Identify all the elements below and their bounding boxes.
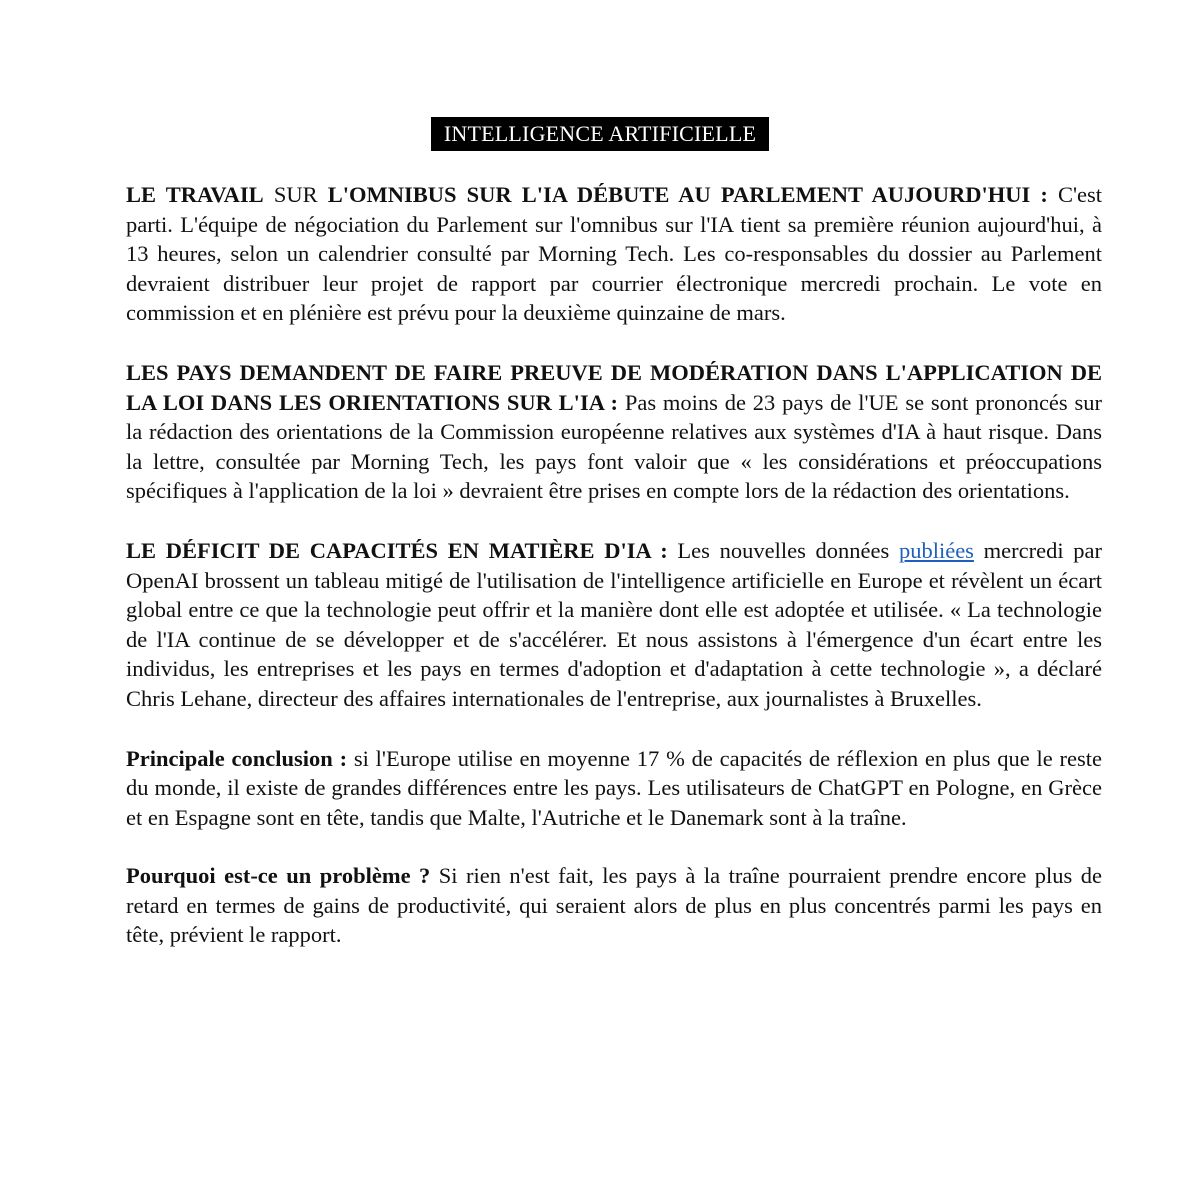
section-tag: INTELLIGENCE ARTIFICIELLE bbox=[431, 117, 769, 151]
paragraph-text: si l'Europe utilise en moyenne 17 % de capacités de réflexion en plus que le reste du monde, il existe de grandes différences entre les pays. Les utilisateurs de ChatGPT en Pologne, en Grèce et en Espagne sont en tête, tandis que Malte, l'Autriche et le Danemark sont à la traîne. bbox=[126, 745, 1102, 830]
paragraph-capacity-gap bbox=[126, 536, 1102, 714]
paragraph-text: C'est parti. L'équipe de négociation du Parlement sur l'omnibus sur l'IA tient sa première réunion aujourd'hui, à 13 heures, selon un calendrier consulté par Morning Tech. Les co-responsables du dossier au Parlement devraient distribuer leur projet de rapport par courrier électronique mercredi prochain. Le vote en commission et en plénière est prévu pour la deuxième quinzaine de mars. bbox=[126, 182, 1103, 326]
paragraph-why-problem bbox=[126, 861, 1102, 950]
paragraph-text: mercredi par OpenAI brossent un tableau mitigé de l'utilisation de l'intelligence artificielle en Europe et révèlent un écart global entre ce que la technologie peut offrir et la manière dont elle est adoptée et utilisée. « La technologie de l'IA continue de se développer et de s'accélérer. Et nous assistons à l'émergence d'un écart entre les individus, les entreprises et les pays en termes d'adoption et d'adaptation à cette technologie », a déclaré Chris Lehane, directeur des affaires internationales de l'entreprise, aux journalistes à Bruxelles. bbox=[126, 537, 1103, 711]
paragraph-lead: LE TRAVAIL bbox=[126, 182, 264, 207]
paragraph-main-conclusion bbox=[126, 744, 1102, 833]
article-body bbox=[126, 180, 1102, 980]
paragraph-text: Si rien n'est fait, les pays à la traîne pourraient prendre encore plus de retard en termes de gains de productivité, qui seraient alors de plus en plus concentrés parmi les pays en tête, prévient le rapport. bbox=[126, 863, 1102, 948]
paragraph-lead: LES PAYS DEMANDENT DE FAIRE PREUVE DE MODÉRATION DANS L'APPLICATION DE LA LOI DANS LES ORIENTATIONS SUR L'IA : bbox=[126, 359, 1102, 415]
paragraph-countries-moderation bbox=[126, 358, 1102, 506]
section-tag-wrapper bbox=[0, 117, 1200, 151]
paragraph-lead: LE DÉFICIT DE CAPACITÉS EN MATIÈRE D'IA : bbox=[126, 537, 668, 563]
paragraph-omnibus bbox=[126, 180, 1102, 328]
paragraph-lead: Principale conclusion : bbox=[126, 745, 348, 771]
published-link[interactable]: publiées bbox=[898, 537, 974, 563]
paragraph-lead: L'OMNIBUS SUR L'IA DÉBUTE AU PARLEMENT AUJOURD'HUI : bbox=[327, 182, 1048, 207]
paragraph-lead-connector: SUR bbox=[263, 182, 328, 207]
paragraph-text: Les nouvelles données bbox=[667, 537, 899, 563]
paragraph-lead: Pourquoi est-ce un problème ? bbox=[126, 863, 431, 889]
paragraph-text: Pas moins de 23 pays de l'UE se sont prononcés sur la rédaction des orientations de la Commission européenne relatives aux systèmes d'IA à haut risque. Dans la lettre, consultée par Morning Tech, les pays font valoir que « les considérations et préoccupations spécifiques à l'application de la loi » devraient être prises en compte lors de la rédaction des orientations. bbox=[126, 389, 1102, 504]
